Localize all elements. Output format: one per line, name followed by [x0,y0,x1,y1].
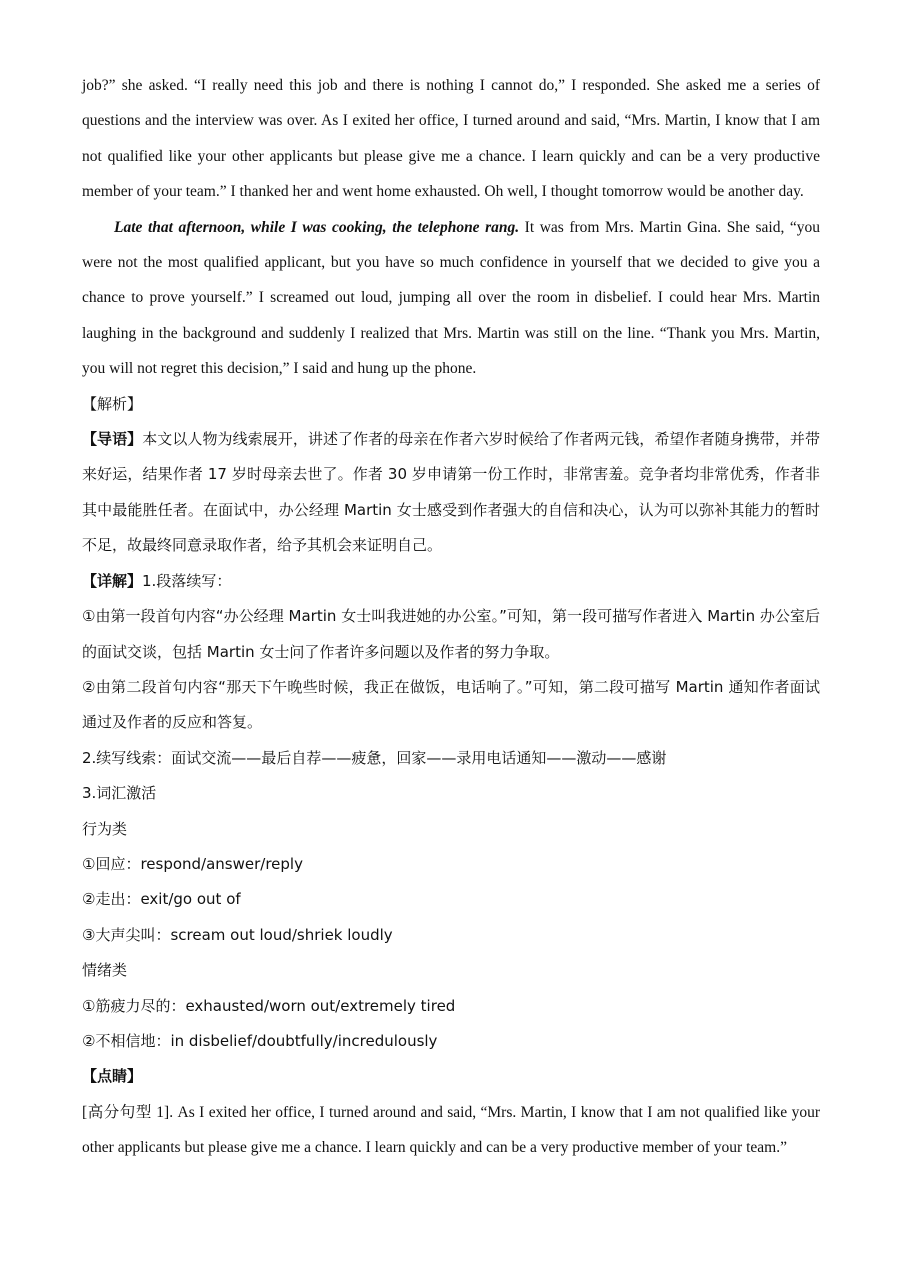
high-score-sentence-1: [高分句型 1]. As I exited her office, I turned around and said, “Mrs. Martin, I know that I am not qualified like your other applicants but please give me a chance. I learn quickly and can be a very productive member of your team.” [82,1103,820,1157]
emotion-heading: 情绪类 [82,961,128,980]
document-page [82,68,820,1166]
detail-label: 【详解】 [82,571,143,590]
detail-item-1: 1.段落续写： [142,571,232,590]
emotion-item-2: ②不相信地：in disbelief/doubtfully/incredulously [82,1031,438,1050]
clues-line: 2.续写线索：面试交流——最后自荐——疲惫，回家——录用电话通知——激动——感谢 [82,748,667,767]
action-item-1: ①回应：respond/answer/reply [82,854,303,873]
action-item-2: ②走出：exit/go out of [82,890,241,909]
story-paragraph-2-lead: Late that afternoon, while I was cooking, the telephone rang. [114,218,520,236]
detail-line [82,564,820,599]
action-heading: 行为类 [82,819,128,838]
vocab-heading: 3.词汇激活 [82,784,157,803]
story-paragraph-2 [82,210,820,387]
highlight-heading: 【点睛】 [82,1067,143,1086]
analysis-heading: 【解析】 [82,394,143,413]
guide-paragraph [82,422,820,564]
story-paragraph-1 [82,68,820,210]
point-1: ①由第一段首句内容“办公经理 Martin 女士叫我进她的办公室。”可知，第一段可描写作者进入 Martin 办公室后的面试交谈，包括 Martin 女士问了作者许多问题以及作者的努力争取。 [82,607,820,661]
story-paragraph-2-text: It was from Mrs. Martin Gina. She said, “you were not the most qualified applicant, but you have so much confidence in yourself that we decided to give you a chance to prove yourself.” I screamed out loud, jumping all over the room in disbelief. I could hear Mrs. Martin laughing in the background and suddenly I realized that Mrs. Martin was still on the line. “Thank you Mrs. Martin, you will not regret this decision,” I said and hung up the phone. [82,218,820,378]
emotion-item-1: ①筋疲力尽的：exhausted/worn out/extremely tired [82,996,456,1015]
point-2: ②由第二段首句内容“那天下午晚些时候，我正在做饭，电话响了。”可知，第二段可描写 Martin 通知作者面试通过及作者的反应和答复。 [82,677,820,732]
guide-label: 【导语】 [82,430,143,449]
story-paragraph-1-text: job?” she asked. “I really need this job and there is nothing I cannot do,” I responded. She asked me a series of questions and the interview was over. As I exited her office, I turned around and said, “Mrs. Martin, I know that I am not qualified like your other applicants but please give me a chance. I learn quickly and can be a very productive member of your team.” I thanked her and went home exhausted. Oh well, I thought tomorrow would be another day. [82,77,820,201]
guide-text: 本文以人物为线索展开，讲述了作者的母亲在作者六岁时候给了作者两元钱，希望作者随身携带，并带来好运，结果作者 17 岁时母亲去世了。作者 30 岁申请第一份工作时，非常害羞。竞争者均非常优秀，作者非其中最能胜任者。在面试中，办公经理 Martin 女士感受到作者强大的自信和决心，认为可以弥补其能力的暂时不足，故最终同意录取作者，给予其机会来证明自己。 [82,430,820,555]
action-item-3: ③大声尖叫：scream out loud/shriek loudly [82,925,393,944]
